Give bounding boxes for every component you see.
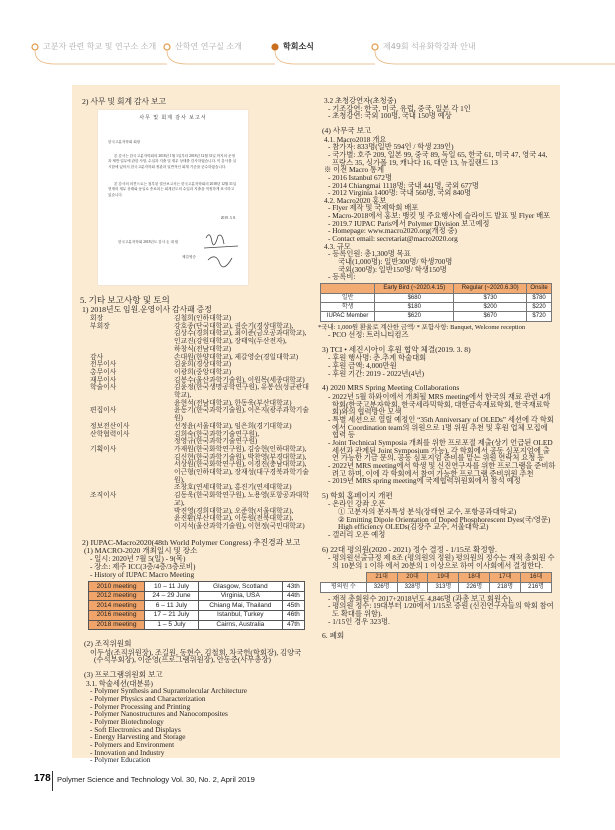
officer-names: 인교진(강원대학교), 장태익(두산전자), — [174, 338, 287, 346]
table-cell: 44th — [282, 591, 304, 601]
list-item: - 2022년 5월 하와이에서 개최될 MRS meeting에서 한국의 재료 관련 4개 학회(한국고분자학회, 한국세라믹학회, 대한금속재료학회, 한국재료학회)와의 협력방안 모색 — [328, 391, 551, 417]
list-item: - 국가별: 호주 209, 일본 99, 중국 89, 독일 65, 한국 61, 미국 47, 영국 44, 프랑스 35, 싱가폴 19, 캐나다 16, 대만 13, 뉴질랜드 13 — [328, 149, 548, 167]
table-cell: $730 — [454, 293, 527, 302]
sub-item-heading: 4.3. 규모 — [324, 241, 351, 251]
officer-names: 김윤희(경상대학교) — [174, 361, 232, 369]
signature-icon — [202, 228, 242, 278]
table-cell: $670 — [454, 312, 527, 321]
list-item: - 1/15인 경우 323명. — [328, 616, 390, 626]
table-cell: 43th — [282, 582, 304, 592]
list-item: - Homepage: www.macro2020.org(개정 중) — [328, 226, 457, 236]
section-navigation — [0, 0, 615, 75]
officer-role: 회장 — [90, 315, 104, 322]
item-heading: (4) 사무국 보고 — [322, 125, 372, 135]
table-cell: 47th — [282, 620, 304, 630]
list-item: - Polymer Biotechnology — [90, 717, 164, 726]
officer-names: 김신현(한국과학기술원), 박찬영(부경대학교), — [174, 453, 307, 461]
list-item: - Polymer Physics and Characterization — [90, 694, 206, 704]
table-cell: 313명 — [428, 582, 459, 592]
table-header-row — [321, 572, 552, 582]
list-item: - 장소: 제주 ICC(3층/4층/3층로비) — [90, 561, 196, 571]
nav-dot-icon — [32, 44, 38, 50]
audit-report-addressee: 한국고분자학회 회장 — [108, 140, 141, 144]
nav-dot-icon — [372, 44, 378, 50]
list-item: - 참가자: 833명(일반 594인 / 학생 239인) — [328, 142, 454, 152]
macro-history-table — [88, 581, 305, 630]
officer-names: 김철희(인하대학교) — [174, 315, 232, 322]
officer-names: 김상수(경희대학교), 최이준(금오공과대학교), — [174, 330, 307, 338]
table-cell: 328명 — [397, 582, 428, 592]
table-cell: Cairns, Australia — [198, 620, 282, 630]
officer-names: 김희숙(한국과학기술연구원), — [174, 430, 260, 438]
table-row — [89, 582, 305, 592]
list-subitem: 국외(300명): 일반150명/ 학생150명 — [338, 264, 447, 274]
table-cell: $220 — [527, 302, 552, 311]
spacer — [318, 625, 556, 632]
officer-role: 산학협력이사 — [90, 430, 130, 438]
table-cell: 평의원 수 — [321, 582, 367, 592]
officer-names: 김봉수(울산과학기술원), 이원목(세종대학교) — [174, 376, 305, 384]
list-item: - Polymer Processing and Printing — [90, 701, 191, 711]
table-cell: $680 — [375, 293, 454, 302]
table-header-cell: 20대 — [397, 572, 428, 582]
officer-role: 학술이사 — [90, 384, 117, 392]
officer-list — [80, 315, 310, 531]
table-cell: Virginia, USA — [198, 591, 282, 601]
table-cell: 학생 — [321, 302, 375, 311]
sub-item-heading: 3.2 초청강연자(초청중) — [324, 96, 397, 105]
list-item: - 2022년 MRS meeting에서 학생 및 신진연구자를 위한 프로그램을 준비하려고 하며, 이에 각 학회에서 참여 가능한 프로그램 준비위원 추천 — [328, 460, 556, 478]
nav-dot-icon — [164, 44, 170, 50]
officer-role: 기획이사 — [90, 445, 117, 453]
table-cell: Chiang Mai, Thailand — [198, 601, 282, 611]
list-item: - 2019.7 IUPAC Paris에서 Polymer Division 보고예정 — [328, 218, 490, 228]
officer-names: 김동욱(한국화학연구원), 노용영(포항공과대학교), — [174, 492, 309, 507]
officer-names: 정영규(한국과학기술연구원) — [174, 438, 258, 446]
item-heading: 6. 폐회 — [322, 631, 345, 641]
officer-names: 박진영(경희대학교), 오준학(서울대학교), — [174, 507, 294, 515]
list-item: - History of IUPAC Macro Meeting — [90, 569, 195, 579]
footer-divider — [52, 771, 53, 791]
list-item: - Polymers and Environment — [90, 739, 175, 749]
nav-item-polymer-schools[interactable]: 고분자 관련 학교 및 연구소 소개 — [43, 42, 157, 51]
table-row — [321, 302, 552, 311]
table-row — [321, 293, 552, 302]
sub-item-heading: 4.2. Macro2020 홍보 — [324, 195, 387, 205]
table-cell: $620 — [375, 312, 454, 321]
audit-report-signer: 제갈영순 — [182, 255, 196, 259]
table-cell: Glasgow, Scotland — [198, 582, 282, 592]
officer-names: 윤현석(전남대학교), 한동욱(부산대학교) — [174, 399, 292, 407]
list-item: - Polymer Synthesis and Supramolecular Architecture — [90, 686, 248, 696]
officer-role: 총무이사 — [90, 368, 117, 376]
officer-role: 정보전산이사 — [90, 422, 130, 430]
officer-names: 김윤정(한국생명공학연구원), 유봉선(성균관대학교), — [174, 384, 309, 400]
audit-report-paragraph: 본 감사의 의견으로는 첨부된 결산보고서는 한국고분자학회의 2018년 12월 31일 현재의 재무 상태와 동일로 종료되는 회계년도의 수입과 지출을 적정하게 표시하고 있습니다. — [108, 182, 237, 197]
officer-role: 조직이사 — [90, 492, 117, 500]
nav-connector-lines — [0, 0, 615, 75]
table-header-row — [321, 284, 552, 294]
list-item: - PCO 선정: 트러니티컴즈 — [328, 330, 409, 340]
list-item: - 후원 기간: 2019 - 2022년(4년) — [328, 368, 424, 378]
table-cell: $180 — [375, 302, 454, 311]
list-item: - 평의원 정수: 19대부터 1/20에서 1/15로 증원 (신진연구자들의 학회 참여도 확대를 위함). — [328, 601, 554, 618]
item-heading: (1) MACRO-2020 개최일시 및 장소 — [84, 545, 198, 555]
officer-role: 편집이사 — [90, 407, 117, 415]
table-cell: 226명 — [459, 582, 490, 592]
table-cell: IUPAC Member — [321, 312, 375, 321]
table-cell: $780 — [527, 293, 552, 302]
officer-names: 서상원(한국화학연구원), 이경진(충남대학교), — [174, 461, 307, 469]
officer-names: 하창식(전남대학교) — [174, 345, 232, 353]
list-item: - 특별 세션으로 열릴 예정인 “35th Anniversary of OLEDs” 세션에 각 학회에서 Coordination team의 위원으로 1명 위원 추천 및 후원 업체 모집에 협력 등 — [328, 414, 554, 440]
registration-fee-table — [320, 283, 552, 321]
list-item: - 2019년 MRS spring meeting에 국제협력위원회에서 참석 예정 — [328, 476, 521, 486]
list-item: - 일시: 2020년 7월 5(일) - 9(목) — [90, 554, 186, 564]
table-header-cell: 18대 — [459, 572, 490, 582]
table-cell: 10 – 11 July — [145, 582, 199, 592]
nav-item-industry-labs[interactable]: 산학연 연구실 소개 — [175, 42, 242, 51]
nav-dot-active-icon — [272, 44, 278, 50]
sub-item-heading: 4.1. Macro2018 개요 — [324, 134, 387, 144]
table-cell: Istanbul, Turkey — [198, 611, 282, 621]
officer-names: 조창호(연세대학교), 홍진기(연세대학교) — [174, 484, 292, 492]
list-item: - 갤러리 오픈 예정 — [328, 530, 386, 540]
officer-role: 부회장 — [90, 322, 110, 330]
table-cell: 2012 meeting — [89, 591, 145, 601]
officer-role: 감사 — [90, 353, 104, 361]
audit-report-paragraph: 본 감사는 한국고분자학회의 2018년 1월 1일부터 2018년 12월 31일 까지의 운영과 제반 업무에 관한 사항, 수입과 지출 및 재무 상태를 감사하였습니다. 이 감사를 실시함에 있어서 한국고분자학회 정관과 일반적인 회계 기준을 준수하였습니다. — [108, 154, 237, 169]
officer-names: 손대원(한양대학교), 제갈영순(경일대학교) — [174, 353, 299, 361]
table-cell: 216명 — [521, 582, 552, 592]
table-header-cell: 16대 — [521, 572, 552, 582]
left-column — [80, 97, 310, 764]
table-cell: $720 — [527, 312, 552, 321]
item-heading: (2) 조직위원회 — [84, 639, 132, 649]
audit-report-signer: 한국고분자학회 2018년도 감사 손 대 원 — [118, 240, 179, 244]
sub-item-heading: 3.1. 학술세션(대분류) — [86, 678, 153, 688]
table-cell: 326명 — [366, 582, 397, 592]
item-heading: (3) 프로그램위원회 보고 — [84, 670, 163, 680]
list-item: - 2016 Istanbul 672명 — [328, 172, 392, 182]
officer-names: 이광희(중앙대학교) — [174, 368, 232, 376]
officer-role: 재무이사 — [90, 376, 117, 384]
list-subitem: ② Emitting Dipole Orientation of Doped Phosphorescent Dyes(국/영문) High efficiency OLEDs(김장주 교수, 서울대학교) — [338, 514, 551, 532]
list-item: - 초청강연: 국외 100명, 국내 150명 예상 — [328, 111, 452, 121]
list-item: - 온라인 강좌 오픈 — [328, 499, 386, 509]
list-item: - 후원 행사명: 춘.추계 학술대회 — [328, 353, 427, 363]
list-subitem: 국내(1,000명): 일반300명/ 학생700명 — [338, 257, 453, 267]
officer-names: 이지석(울산과학기술원), 이현정(국민대학교) — [174, 522, 305, 530]
table-cell: $200 — [454, 302, 527, 311]
table-row — [89, 620, 305, 630]
table-cell: 6 – 11 July — [145, 601, 199, 611]
list-subitem: ① 고분자의 분자특성 분석(장태현 교수, 포항공과대학교) — [338, 507, 517, 517]
officer-names: 윤진환(부산대학교), 이동원(전북대학교), — [174, 515, 294, 523]
table-header-cell — [321, 284, 375, 294]
officer-names: 이근형(인하대학교), 장재성(대구경북과학기술원), — [174, 469, 309, 484]
page-number: 178 — [34, 773, 51, 784]
table-row — [321, 312, 552, 321]
nav-item-society-news[interactable]: 학회소식 — [283, 42, 314, 51]
section-heading: 5. 기타 보고사항 및 토의 — [80, 295, 170, 305]
list-item: - Joint Technical Symposia 개최를 위한 프로포절 제출(상기 언급된 OLED 세션과 관계된 Joint Symposium 가능), 각 학회에서 공동 심포지엄에 출연 가능한 기금 문의, 공동 심포지엄 준비를 맡는 위원 연락처 요청 등 — [328, 437, 553, 463]
audit-report-title: 사무 및 회계 감사 보고서 — [139, 116, 207, 121]
list-item: - 2012 Virginia 1400명: 국내 560명, 국외 840명 — [328, 188, 472, 198]
officer-role: 전무이사 — [90, 361, 117, 369]
table-cell: 2010 meeting — [89, 582, 145, 592]
list-item: - 후원 금액: 4,000만원 — [328, 361, 397, 371]
table-cell: 218명 — [490, 582, 521, 592]
table-row — [89, 601, 305, 611]
nav-item-petrochem-lecture[interactable]: 제49회 석유화학강좌 안내 — [383, 42, 476, 51]
list-item: - Contact email: secretariat@macro2020.org — [328, 234, 458, 244]
list-item: - 재적 총회원수 2017+2018년도 4,846명 (과총 보고 회원수). — [328, 593, 513, 603]
officer-names: 가재원(한국화학연구원), 김승현(인하대학교), — [174, 445, 307, 453]
table-cell: 1 – 5 July — [145, 620, 199, 630]
subsection-heading: 2) 사무 및 회계 감사 보고 — [82, 97, 167, 106]
sub-item-heading: ※ 이전 Macro 통계 — [324, 165, 385, 175]
list-item: - 2014 Chiangmai 1118명: 국내 441명, 국외 677명 — [328, 180, 479, 190]
table-header-cell: 21대 — [366, 572, 397, 582]
table-header-cell — [321, 572, 367, 582]
table-cell: 2018 meeting — [89, 620, 145, 630]
table-header-cell: Regular (~2020.6.30) — [454, 284, 527, 294]
table-header-cell: Onsite — [527, 284, 552, 294]
list-item: - 기조강연: 한국, 미국, 유럽, 중국, 일본 각 1인 — [328, 103, 471, 113]
table-cell: 17 – 21 July — [145, 611, 199, 621]
officer-names: 선정윤(서울대학교), 임은희(경기대학교) — [174, 422, 292, 430]
journal-citation: Polymer Science and Technology Vol. 30, No. 2, April 2019 — [57, 775, 255, 784]
right-column — [318, 97, 556, 641]
subsection-heading: 1) 2018년도 임원.운영이사 감사패 증정 — [82, 305, 212, 314]
list-item: 이두성(조직위원장), 조길원, 동현수, 김철희, 차국헌(학회장), 김양국(수석부회장), 이준영(프로그램위원장), 안동준(사무총장) — [90, 647, 302, 665]
table-row — [321, 582, 552, 592]
list-item: - Flyer 제작 및 국제학회 배포 — [328, 203, 419, 213]
officer-names: 윤동기(한국과학기술원), 이은지(광주과학기술원) — [174, 407, 309, 423]
item-heading: 4) 2020 MRS Spring Meeting Collaborations — [322, 383, 460, 393]
table-cell: 일반 — [321, 293, 375, 302]
table-header-cell: 17대 — [490, 572, 521, 582]
list-item: - 등록비: — [328, 272, 356, 282]
list-item: - Energy Harvesting and Storage — [90, 732, 186, 742]
list-item: - Polymer Education — [90, 755, 151, 765]
list-item: - Polymer Nanostructures and Nanocomposites — [90, 709, 228, 719]
audit-report-image — [98, 110, 248, 285]
spacer — [80, 531, 310, 538]
council-count-table — [320, 572, 552, 593]
table-header-cell: Early Bird (~2020.4.15) — [375, 284, 454, 294]
item-heading: 5) 학회 홈페이지 개편 — [322, 490, 393, 500]
table-cell: 2014 meeting — [89, 601, 145, 611]
item-heading: 3) TCI • 세진시아이 후원 협약 체결(2019. 3. 8) — [322, 344, 471, 354]
table-row — [89, 591, 305, 601]
list-item: - Innovation and Industry — [90, 747, 165, 757]
table-cell: 46th — [282, 611, 304, 621]
list-item: - Macro-2018에서 홍보: 뱅킷 및 주요행사에 슬라이드 발표 및 Flyer 배포 — [328, 211, 551, 221]
table-cell: 45th — [282, 601, 304, 611]
footnote: *국내: 1,000원 환율로 계산한 금액/ * 포함사항: Banquet, Welcome reception — [318, 323, 526, 331]
list-item: - Soft Electronics and Displays — [90, 724, 181, 734]
list-item: - 등록인원: 총1,300명 목표 — [328, 249, 411, 259]
item-heading: 6) 22대 평의원(2020 - 2021) 정수 결정 - 1/15로 확정함. — [322, 544, 497, 554]
officer-names: 강호종(단국대학교), 권순기(경상대학교), — [174, 322, 294, 330]
table-cell: 2016 meeting — [89, 611, 145, 621]
table-cell: 24 – 29 June — [145, 591, 199, 601]
table-header-cell: 19대 — [428, 572, 459, 582]
subsection-heading: 2) IUPAC-Macro2020(48th World Polymer Congress) 추진경과 보고 — [82, 537, 301, 547]
table-row — [89, 611, 305, 621]
list-item: - 평의원선출규정 제 8조 (평의원의 정원) 평의원의 정수는 재적 총회원 수의 10분의 1 이하 에서 20분의 1 이상으로 하여 이사회에서 결정한다. — [328, 553, 555, 570]
audit-report-date: 2019. 3. 8. — [220, 216, 236, 220]
